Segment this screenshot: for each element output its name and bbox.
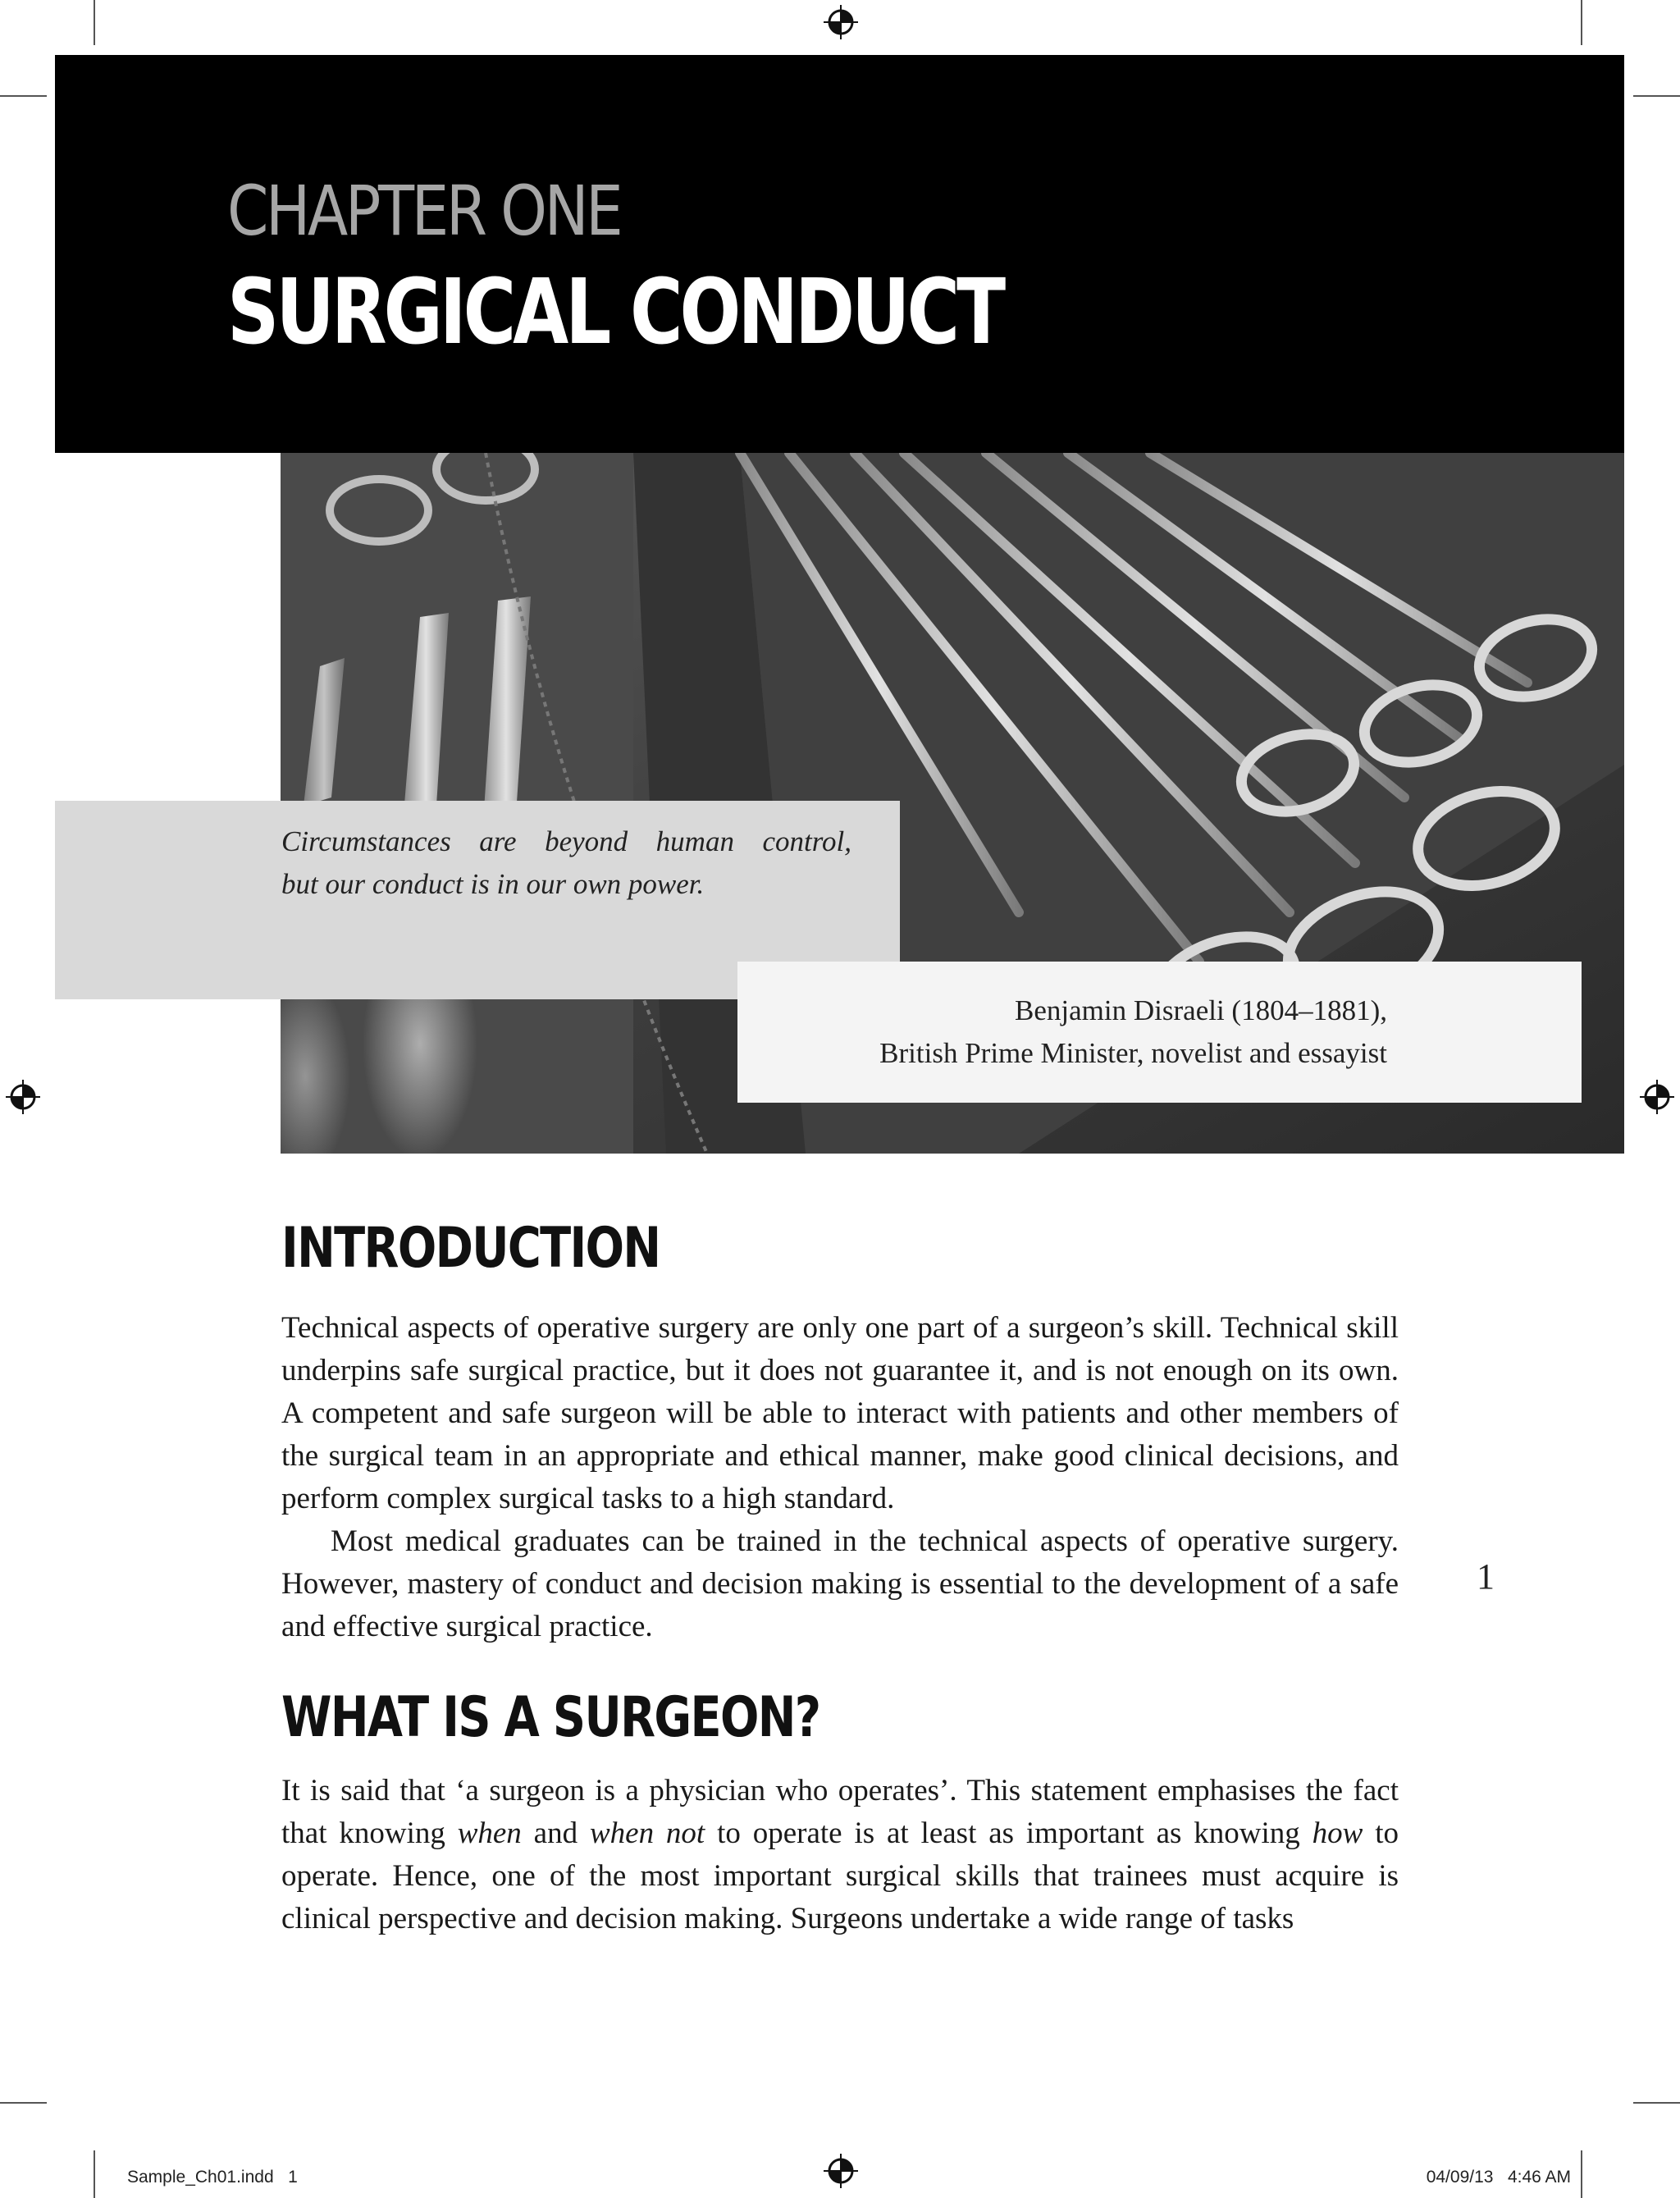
crosshair-target-icon	[824, 5, 858, 39]
crop-mark	[94, 0, 95, 45]
page-number: 1	[1477, 1556, 1495, 1597]
chapter-title: SURGICAL CONDUCT	[227, 259, 1003, 364]
attribution-name: Benjamin Disraeli (1804–1881),	[1015, 994, 1387, 1026]
emphasis-when-not: when not	[589, 1816, 705, 1850]
epigraph-quote-line: Circumstances are beyond human control,	[281, 825, 851, 857]
crop-mark	[0, 2102, 47, 2104]
crosshair-target-icon	[6, 1080, 40, 1114]
emphasis-how: how	[1312, 1816, 1363, 1850]
paragraph-text: and	[521, 1816, 590, 1850]
section-heading-what-is-a-surgeon: WHAT IS A SURGEON?	[281, 1685, 820, 1750]
chapter-header-band	[55, 55, 1624, 453]
slug-datetime: 04/09/13 4:46 AM	[1426, 2168, 1571, 2187]
crop-mark	[94, 2150, 95, 2198]
slug-filename: Sample_Ch01.indd 1	[127, 2168, 298, 2187]
crosshair-target-icon	[824, 2154, 858, 2188]
crop-mark	[1581, 2150, 1582, 2198]
epigraph-quote	[281, 820, 851, 906]
crop-mark	[0, 95, 47, 97]
attribution-box	[737, 962, 1582, 1103]
section-heading-introduction: INTRODUCTION	[281, 1216, 660, 1281]
crop-mark	[1633, 95, 1680, 97]
chapter-label: CHAPTER ONE	[227, 171, 621, 251]
epigraph-quote-line: but our conduct is in our own power.	[281, 868, 705, 900]
paragraph-text: to operate is at least as important as knowing	[705, 1816, 1312, 1850]
attribution-description: British Prime Minister, novelist and essayist	[879, 1037, 1387, 1069]
introduction-paragraph: Most medical graduates can be trained in the technical aspects of operative surgery. However, mastery of conduct and decision making is essential to the development of a safe and effective surgical practice.	[281, 1524, 1399, 1643]
crop-mark	[1633, 2102, 1680, 2104]
crosshair-target-icon	[1640, 1080, 1674, 1114]
emphasis-when: when	[457, 1816, 522, 1850]
introduction-paragraph: Technical aspects of operative surgery are only one part of a surgeon’s skill. Technical skill underpins safe surgical practice, but it does not guarantee it, and is not enough on its own. A competent and safe surgeon will be able to interact with patients and other members of the surgical team in an appropriate and ethical manner, make good clinical decisions, and perform complex surgical tasks to a high standard.	[281, 1311, 1399, 1515]
crop-mark	[1581, 0, 1582, 45]
what-is-a-surgeon-paragraph	[281, 1770, 1399, 1940]
paragraph-text: It is said that ‘a surgeon is a physician who operates’. This statement emphasises the fact that knowing	[281, 1774, 1399, 1850]
paragraph-text: to operate. Hence, one of the most important surgical skills that trainees must acquire is clinical perspective and decision making. Surgeons undertake a wide range of tasks	[281, 1816, 1399, 1935]
